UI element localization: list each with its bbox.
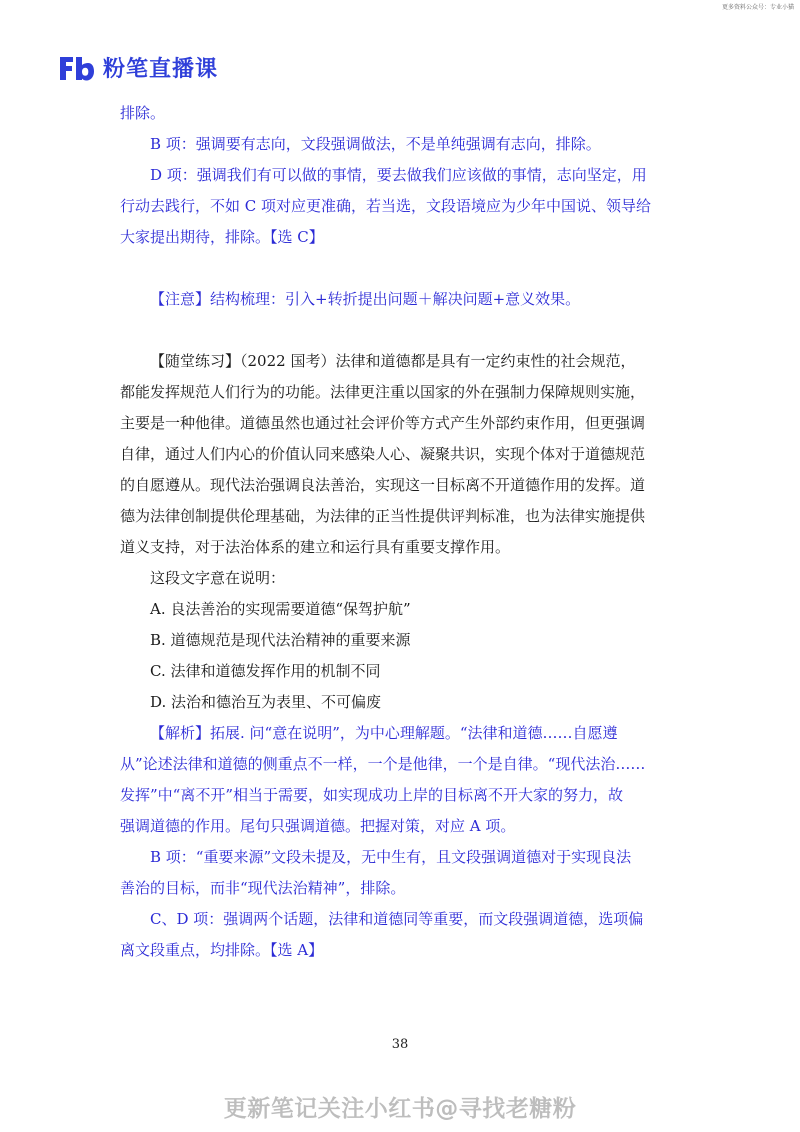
page-number: 38 bbox=[391, 1037, 409, 1052]
option-b-explain: B 项：“重要来源”文段未提及，无中生有，且文段强调道德对于实现良法 bbox=[150, 848, 632, 866]
text-line: 排除。 bbox=[120, 104, 166, 122]
text-line: B 项：强调要有志向，文段强调做法，不是单纯强调有志向，排除。 bbox=[150, 135, 601, 153]
practice-line: 【随堂练习】（2022 国考）法律和道德都是具有一定约束性的社会规范， bbox=[150, 352, 636, 370]
text-line: 行动去践行，不如 C 项对应更准确，若当选，文段语境应为少年中国说、领导给 bbox=[120, 197, 652, 215]
practice-line: 道义支持，对于法治体系的建立和运行具有重要支撑作用。 bbox=[120, 538, 511, 556]
option-c: C. 法律和道德发挥作用的机制不同 bbox=[150, 662, 381, 680]
practice-line: 主要是一种他律。道德虽然也通过社会评价等方式产生外部约束作用，但更强调 bbox=[120, 414, 646, 432]
document-body bbox=[120, 98, 692, 966]
text-line: 大家提出期待，排除。【选 C】 bbox=[120, 228, 324, 246]
analysis-line: 从”论述法律和道德的侧重点不一样，一个是他律，一个是自律。“现代法治…… bbox=[120, 755, 646, 773]
option-b: B. 道德规范是现代法治精神的重要来源 bbox=[150, 631, 411, 649]
practice-line: 的自愿遵从。现代法治强调良法善治，实现这一目标离不开道德作用的发挥。道 bbox=[120, 476, 646, 494]
option-cd-explain: 离文段重点，均排除。【选 A】 bbox=[120, 941, 324, 959]
option-cd-explain: C、D 项：强调两个话题，法律和道德同等重要，而文段强调道德，选项偏 bbox=[150, 910, 644, 928]
brand-logo bbox=[57, 52, 218, 83]
analysis-line: 【解析】拓展. 问“意在说明”，为中心理解题。“法律和道德……自愿遵 bbox=[150, 724, 618, 742]
analysis-line: 发挥”中“离不开”相当于需要，如实现成功上岸的目标离不开大家的努力，故 bbox=[120, 786, 624, 804]
watermark-footer: 更新笔记关注小红书@寻找老糖粉 bbox=[223, 1096, 577, 1122]
analysis-line: 强调道德的作用。尾句只强调道德。把握对策，对应 A 项。 bbox=[120, 817, 516, 835]
text-line: D 项：强调我们有可以做的事情，要去做我们应该做的事情，志向坚定，用 bbox=[150, 166, 647, 184]
note-line: 【注意】结构梳理：引入+转折提出问题＋解决问题+意义效果。 bbox=[150, 290, 581, 308]
top-note: 更多资料公众号：专业小猫 bbox=[721, 4, 794, 11]
option-b-explain: 善治的目标，而非“现代法治精神”，排除。 bbox=[120, 879, 406, 897]
fb-logo-icon bbox=[57, 53, 95, 83]
option-d: D. 法治和德治互为表里、不可偏废 bbox=[150, 693, 382, 711]
question-line: 这段文字意在说明： bbox=[150, 569, 286, 587]
practice-line: 德为法律创制提供伦理基础，为法律的正当性提供评判标准，也为法律实施提供 bbox=[120, 507, 646, 525]
practice-line: 都能发挥规范人们行为的功能。法律更注重以国家的外在强制力保障规则实施， bbox=[120, 383, 646, 401]
option-a: A. 良法善治的实现需要道德“保驾护航” bbox=[150, 600, 411, 618]
brand-name: 粉笔直播课 bbox=[103, 57, 219, 82]
practice-line: 自律，通过人们内心的价值认同来感染人心、凝聚共识，实现个体对于道德规范 bbox=[120, 445, 646, 463]
